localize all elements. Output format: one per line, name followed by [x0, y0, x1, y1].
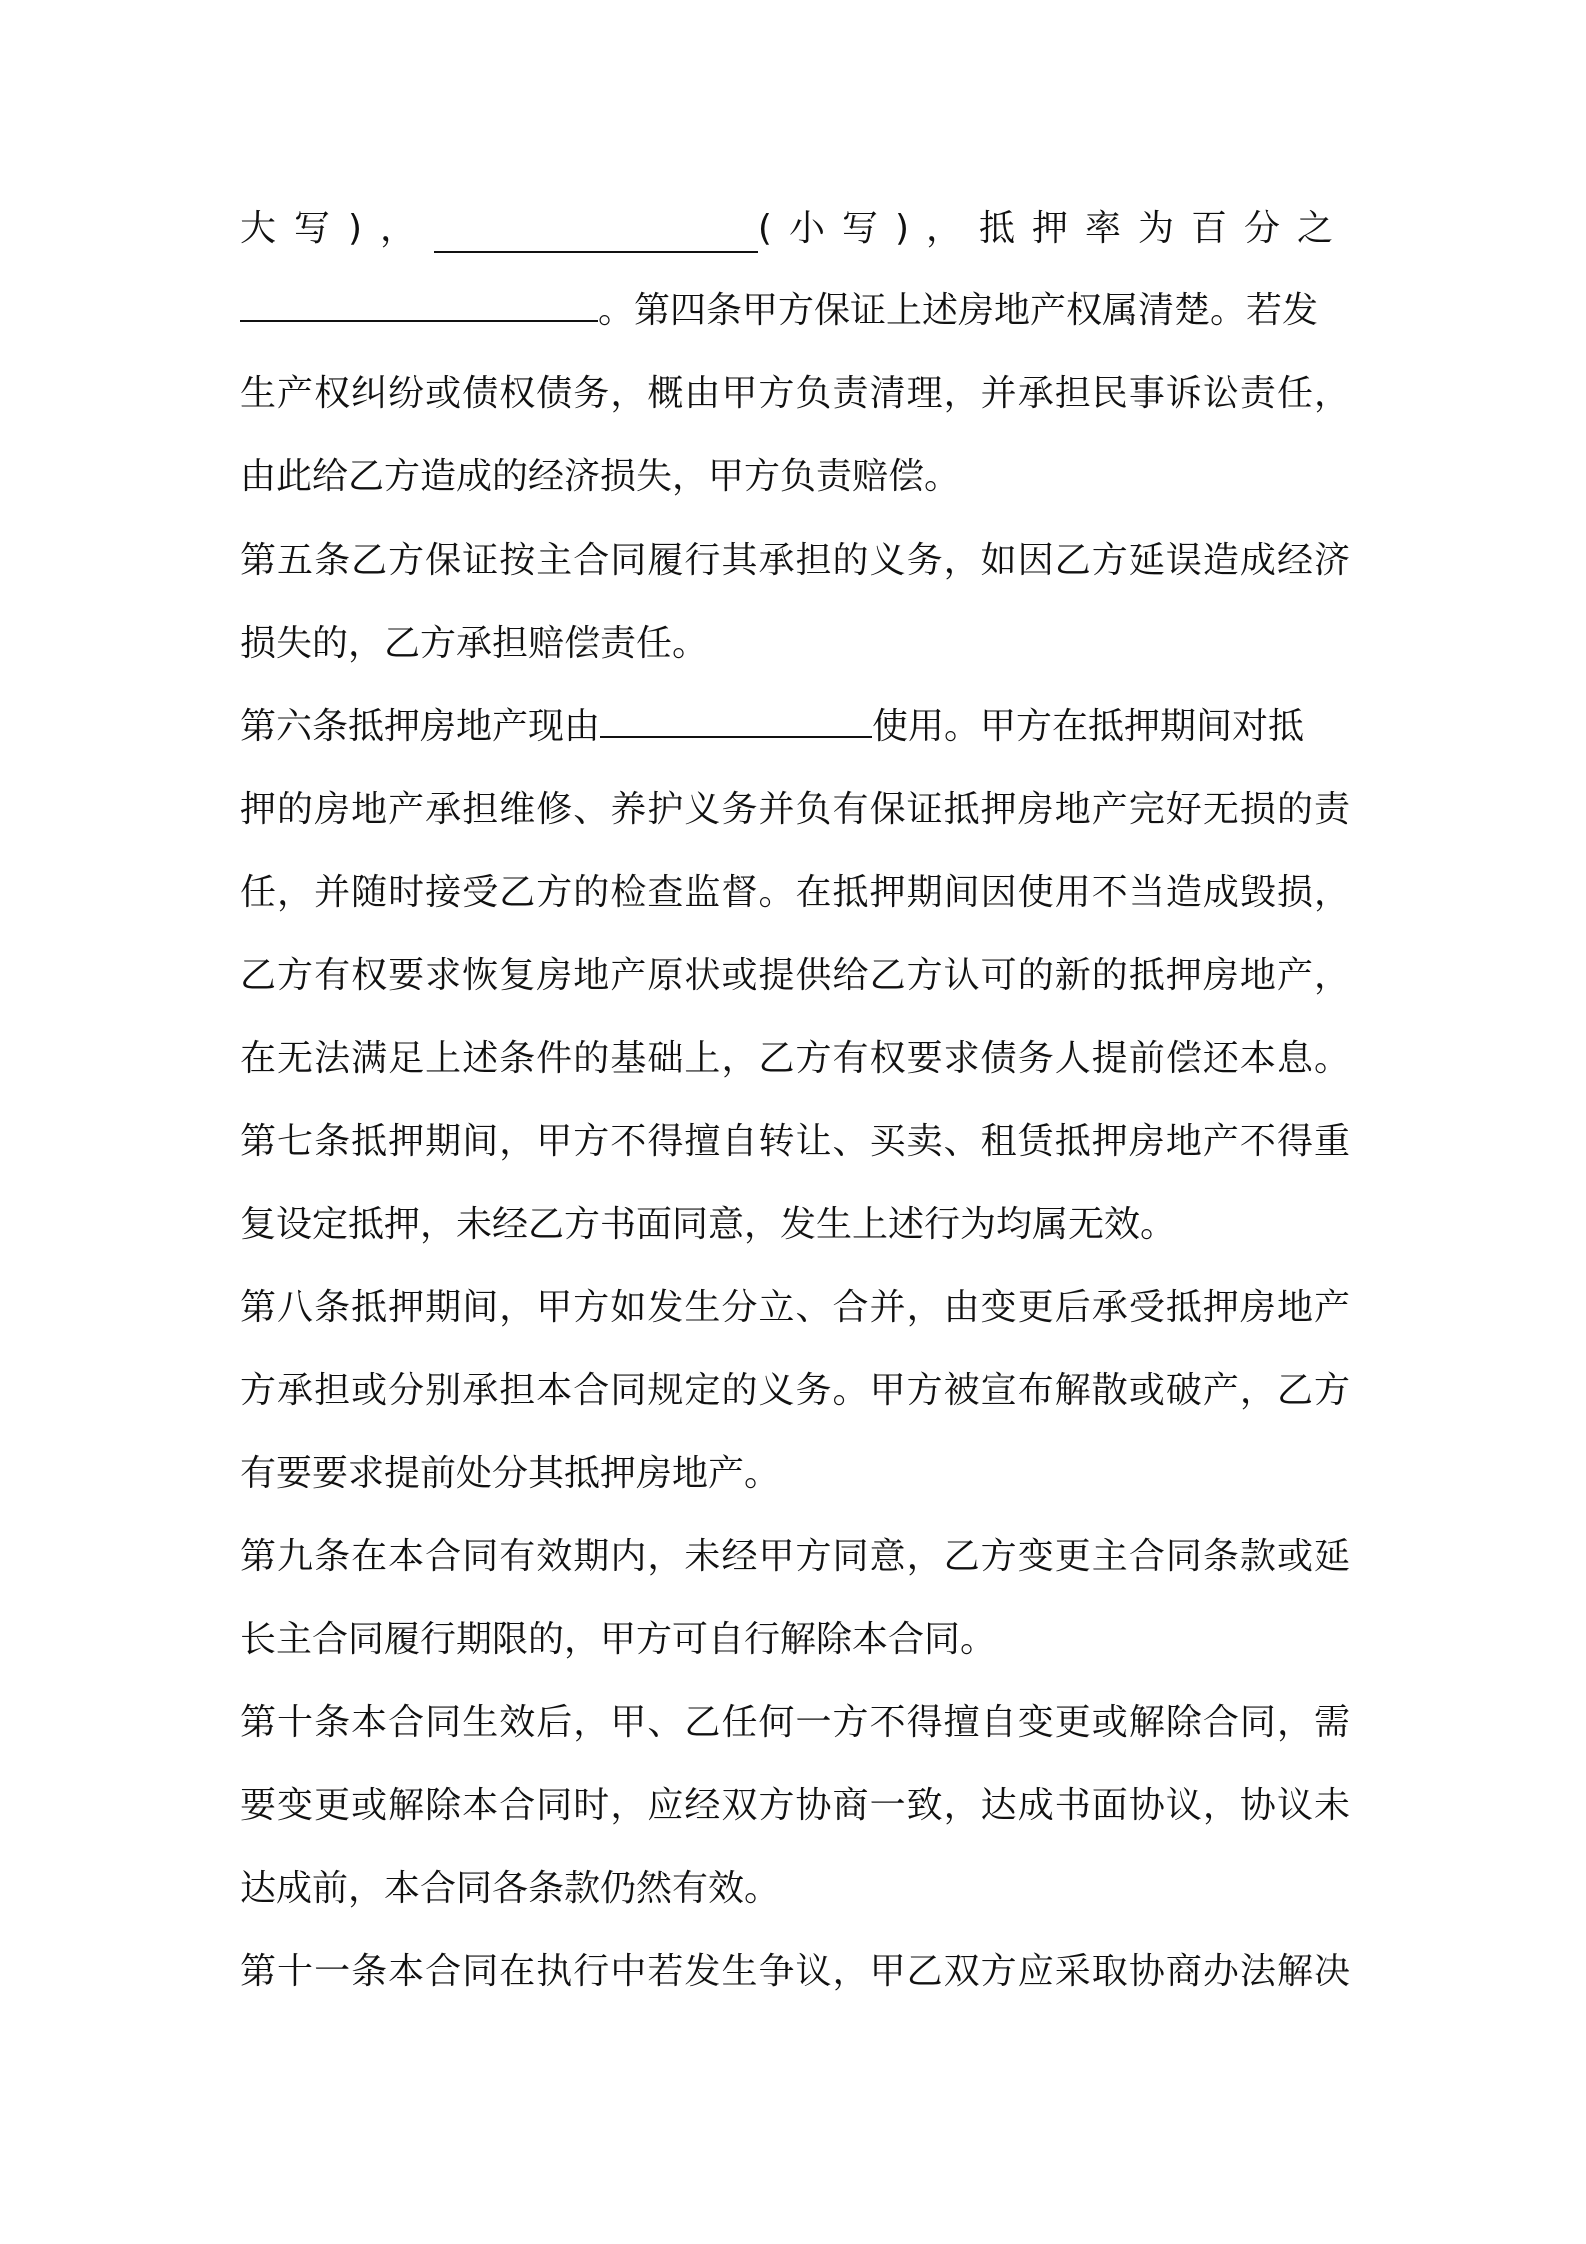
text-line-11: 在无法满足上述条件的基础上，乙方有权要求债务人提前偿还本息。: [240, 1038, 1350, 1079]
text-line-15: 方承担或分别承担本合同规定的义务。甲方被宣布解散或破产，乙方: [240, 1370, 1350, 1411]
text-line-9: 任，并随时接受乙方的检查监督。在抵押期间因使用不当造成毁损，: [240, 872, 1350, 913]
text-line-12: 第七条抵押期间，甲方不得擅自转让、买卖、租赁抵押房地产不得重: [240, 1121, 1350, 1162]
text-line-1: [240, 205, 1350, 253]
text-line-17: 第九条在本合同有效期内，未经甲方同意，乙方变更主合同条款或延: [240, 1536, 1350, 1577]
text-line-18: 长主合同履行期限的，甲方可自行解除本合同。: [240, 1619, 997, 1660]
text-segment-article4: 。第四条甲方保证上述房地产权属清楚。若发: [598, 290, 1319, 331]
text-segment-article6: 第六条抵押房地产现由: [240, 706, 601, 747]
text-line-6: 损失的，乙方承担赔偿责任。: [240, 623, 709, 664]
text-line-21: 达成前，本合同各条款仍然有效。: [240, 1868, 781, 1909]
document-page: [240, 0, 1358, 2244]
text-line-16: 有要要求提前处分其抵押房地产。: [240, 1453, 781, 1494]
text-line-20: 要变更或解除本合同时，应经双方协商一致，达成书面协议，协议未: [240, 1785, 1350, 1826]
text-segment-rate: (小写)，抵押率为百分之: [757, 208, 1350, 249]
text-line-4: 由此给乙方造成的经济损失，甲方负责赔偿。: [240, 456, 961, 497]
text-line-7: [240, 703, 1304, 751]
text-line-2: [240, 287, 1318, 335]
text-line-14: 第八条抵押期间，甲方如发生分立、合并，由变更后承受抵押房地产: [240, 1287, 1350, 1328]
text-line-13: 复设定抵押，未经乙方书面同意，发生上述行为均属无效。: [240, 1204, 1177, 1245]
text-line-10: 乙方有权要求恢复房地产原状或提供给乙方认可的新的抵押房地产，: [240, 955, 1350, 996]
blank-amount-lowercase: [434, 221, 758, 253]
text-line-3: 生产权纠纷或债权债务，概由甲方负责清理，并承担民事诉讼责任，: [240, 373, 1350, 414]
text-line-22: 第十一条本合同在执行中若发生争议，甲乙双方应采取协商办法解决: [240, 1951, 1350, 1992]
blank-user: [600, 706, 872, 738]
text-line-5: 第五条乙方保证按主合同履行其承担的义务，如因乙方延误造成经济: [240, 540, 1350, 581]
text-line-19: 第十条本合同生效后，甲、乙任何一方不得擅自变更或解除合同，需: [240, 1702, 1350, 1743]
text-segment-uppercase: 大写)，: [240, 208, 435, 249]
text-segment-usage: 使用。甲方在抵押期间对抵: [872, 706, 1305, 747]
blank-percent: [240, 290, 598, 322]
text-line-8: 押的房地产承担维修、养护义务并负有保证抵押房地产完好无损的责: [240, 789, 1350, 830]
